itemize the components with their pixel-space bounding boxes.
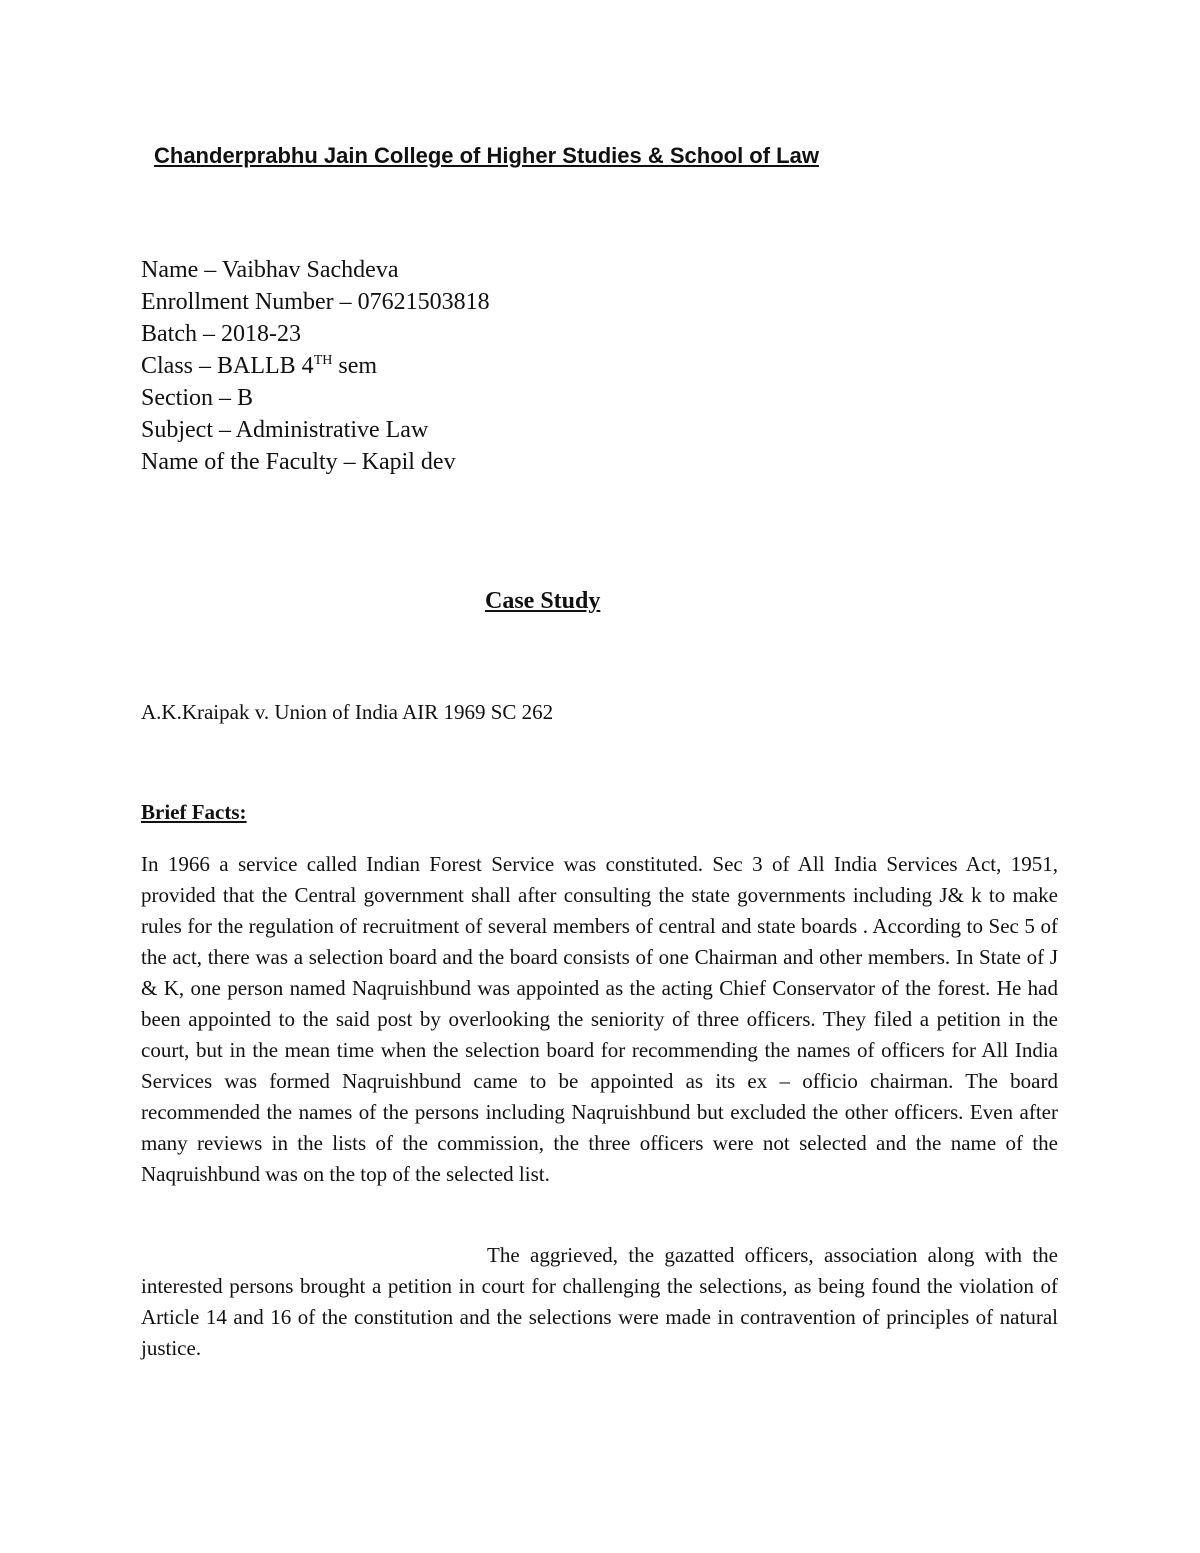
class-superscript: TH	[313, 353, 333, 368]
class-text: Class – BALLB 4	[141, 353, 314, 379]
college-title: Chanderprabhu Jain College of Higher Studies & School of Law	[154, 143, 819, 168]
student-info-block	[141, 254, 841, 478]
section: Section – B	[141, 385, 253, 411]
subject: Subject – Administrative Law	[141, 417, 429, 443]
brief-facts-paragraph-2: The aggrieved, the gazatted officers, association along with the interested persons brought a petition in court for challenging the selections, as being found the violation of Article 14 and 16 of the constitution and the selections were made in contravention of principles of natural justice.	[141, 1243, 1058, 1360]
case-citation: A.K.Kraipak v. Union of India AIR 1969 SC 262	[141, 700, 554, 724]
enrollment-number: Enrollment Number – 07621503818	[141, 289, 490, 315]
class-line	[141, 350, 841, 382]
student-name: Name – Vaibhav Sachdeva	[141, 257, 399, 283]
case-study-title: Case Study	[485, 588, 601, 614]
brief-facts-paragraph-1: In 1966 a service called Indian Forest Service was constituted. Sec 3 of All India Services Act, 1951, provided that the Central government shall after consulting the state governments including J& k to make rules for the regulation of recruitment of several members of central and state boards . According to Sec 5 of the act, there was a selection board and the board consists of one Chairman and other members. In State of J & K, one person named Naqruishbund was appointed as the acting Chief Conservator of the forest. He had been appointed to the said post by overlooking the seniority of three officers. They filed a petition in the court, but in the mean time when the selection board for recommending the names of officers for All India Services was formed Naqruishbund came to be appointed as its ex – officio chairman. The board recommended the names of the persons including Naqruishbund but excluded the other officers. Even after many reviews in the lists of the commission, the three officers were not selected and the name of the Naqruishbund was on the top of the selected list.	[141, 852, 1058, 1186]
batch: Batch – 2018-23	[141, 321, 301, 347]
faculty-name: Name of the Faculty – Kapil dev	[141, 449, 456, 475]
brief-facts-heading: Brief Facts:	[141, 800, 247, 824]
class-suffix: sem	[332, 353, 378, 379]
